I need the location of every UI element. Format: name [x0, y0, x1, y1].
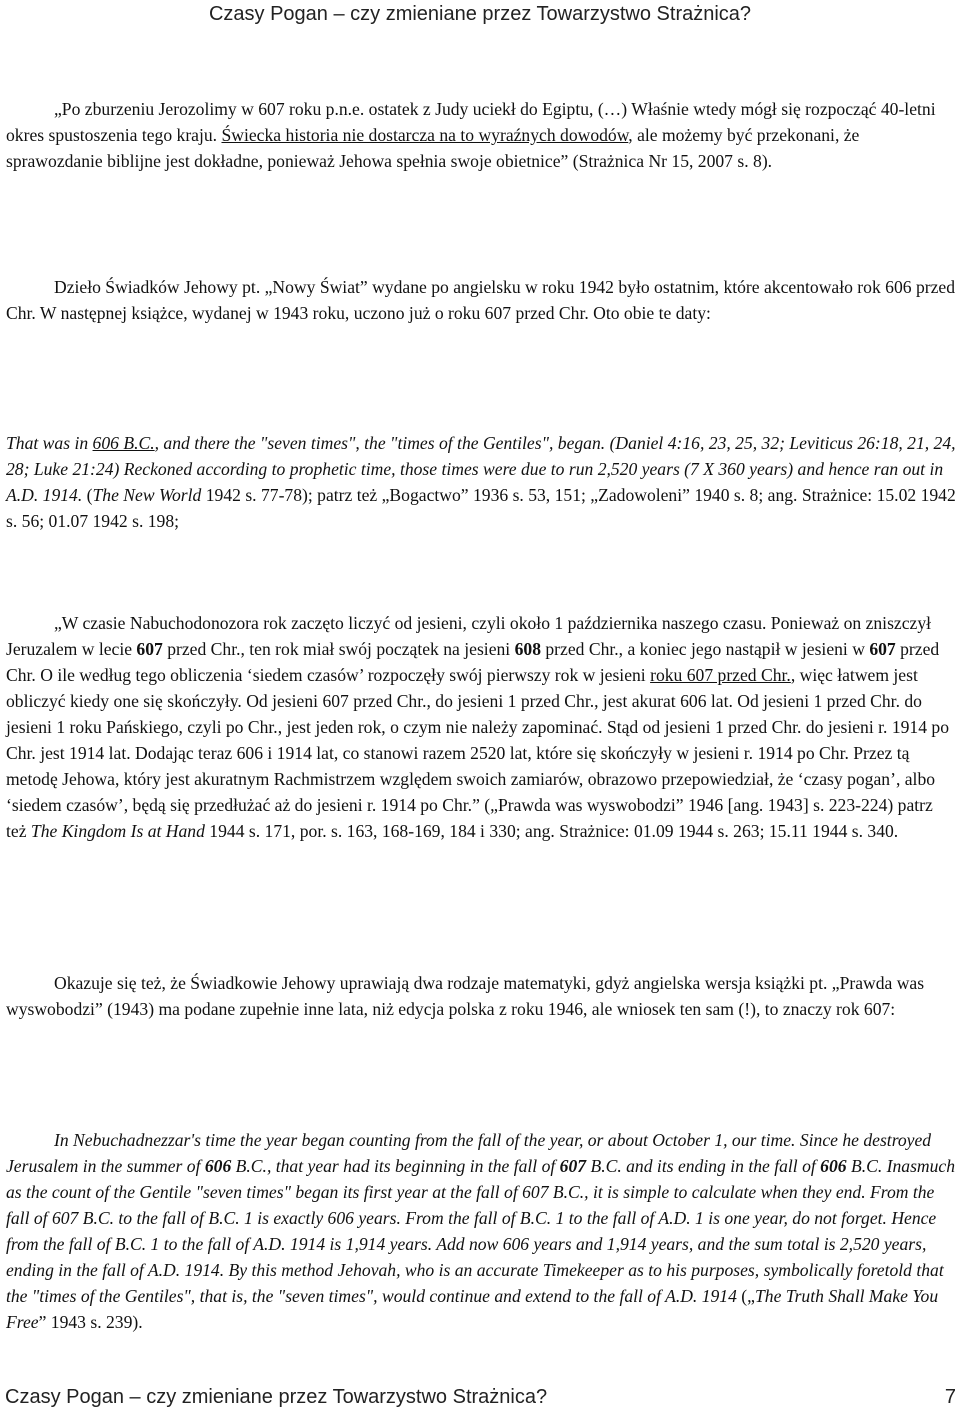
paragraph-new-world-1942 [6, 274, 956, 326]
paragraph-text: Okazuje się też, że Świadkowie Jehowy uprawiają dwa rodzaje matematyki, gdyż angielska wersja książki pt. „Prawda was wyswobodzi” (1943) ma podane zupełnie inne lata, niż edycja polska z roku 1946, ale wniosek ten sam (!), to znaczy rok 607: [6, 973, 925, 1019]
book-title: The Truth Shall Make You Free [6, 1286, 939, 1332]
quote-paragraph-polish-truth-1946 [6, 610, 956, 844]
quote-paragraph-new-world [6, 430, 956, 534]
quote-text-c: (Daniel 4:16, 23, 25, 32; Leviticus 26:18, 21, 24, 28; Luke 21:24) Reckoned according to prophetic time, those times were due to run 2,520 years (7 X 360 years) and hence ran out in A.D. 1914. [6, 433, 956, 505]
paragraph-text: Dzieło Świadków Jehowy pt. „Nowy Świat” wydane po angielsku w roku 1942 było ostatnim, które akcentowało rok 606 przed Chr. W następnej książce, wydanej w 1943 roku, uczono już o roku 607 przed Chr. Oto obie te daty: [6, 277, 956, 323]
quote-text-e: przed Chr. O ile według tego obliczenia ‘siedem czasów’ rozpoczęły swój pierwszy rok w jesieni [6, 639, 940, 685]
quote-paragraph-watchtower-2007 [6, 96, 956, 174]
quote-text-b: , and there the "seven times", the "times of the Gentiles", began. [154, 433, 610, 453]
page-number: 7 [944, 1386, 956, 1408]
bold-year: 607 [136, 639, 163, 659]
quote-text-f: , więc łatwem jest obliczyć kiedy one się skończyły. Od jesieni 607 przed Chr., do jesieni 1 przed Chr., jest akurat 606 lat. Od jesieni 1 przed Chr. do jesieni 1 roku Pańskiego, czyli po Chr., jest jeden rok, o czym nie należy zapominać. Stąd od jesieni 1 przed Chr. do jesieni r. 1914 po Chr. jest 1914 lat. Dodając teraz 606 i 1914 lat, co stanowi razem 2520 lat, które się skończyły w jesieni r. 1914 po Chr. Przez tą metodę Jehowa, który jest akuratnym Rachmistrzem względem swoich zamiarów, obrazowo przepowiedział, że ‘czasy pogan’, albo ‘siedem czasów’, będą się przedłużać aż do jesieni r. 1914 po Chr.” („Prawda was wyswobodzi” 1946 [ang. 1943] s. 223-224) patrz też [6, 665, 950, 841]
bold-year: 606 [204, 1156, 232, 1176]
bold-year: 606 [820, 1156, 847, 1176]
citation-references: 1944 s. 171, por. s. 163, 168-169, 184 i 330; ang. Strażnice: 01.09 1944 s. 263; 15.11 1944 s. 340. [204, 821, 899, 841]
page-header: Czasy Pogan – czy zmieniane przez Towarzystwo Strażnica? [208, 3, 752, 25]
paragraph-two-mathematics [6, 970, 956, 1022]
book-title: The Kingdom Is at Hand [30, 821, 205, 841]
book-title: The New World [92, 485, 202, 505]
quote-text-a: In Nebuchadnezzar's time the year began counting from the fall of the year, or about October 1, our time. Since he destroyed Jerusalem in the summer of [6, 1130, 932, 1176]
quote-text-d: B.C. and its ending in the fall of [586, 1156, 821, 1176]
citation-open: ( [82, 485, 93, 505]
citation-references: 1942 s. 77-78); patrz też „Bogactwo” 1936 s. 53, 151; „Zadowoleni” 1940 s. 8; ang. Strażnice: 15.02 1942 s. 56; 01.07 1942 s. 198; [6, 485, 956, 531]
footer-title: Czasy Pogan – czy zmieniane przez Towarzystwo Strażnica? [5, 1386, 548, 1408]
quote-text-d: przed Chr., a koniec jego nastąpił w jesieni w [540, 639, 870, 659]
bold-year: 607 [869, 639, 896, 659]
citation-open: („ [736, 1286, 755, 1306]
quote-text-a: That was in [6, 433, 93, 453]
page-footer [5, 1383, 960, 1411]
quote-text-a: „W czasie Nabuchodonozora rok zaczęto liczyć od jesieni, czyli około 1 października naszego czasu. Ponieważ on zniszczył Jeruzalem w lecie [6, 613, 932, 659]
underlined-date: 606 B.C. [92, 433, 155, 453]
underlined-phrase: roku 607 przed Chr. [650, 665, 791, 685]
citation-close: ” 1943 s. 239). [38, 1312, 143, 1332]
quote-text-c: B.C., that year had its beginning in the fall of [231, 1156, 560, 1176]
bold-year: 607 [559, 1156, 587, 1176]
bold-year: 608 [514, 639, 541, 659]
quote-text-start: „Po zburzeniu Jerozolimy w 607 roku p.n.e. ostatek z Judy uciekł do Egiptu, (…) Właśnie wtedy mógł się rozpocząć 40-letni okres spustoszenia tego kraju. [6, 99, 936, 145]
quote-text-c: przed Chr., ten rok miał swój początek na jesieni [162, 639, 515, 659]
quote-text-e: B.C. Inasmuch as the count of the Gentile "seven times" began its first year at the fall of 607 B.C., it is simple to calculate when they end. From the fall of 607 B.C. to the fall of B.C. 1 is exactly 606 years. From the fall of B.C. 1 to the fall of A.D. 1 is one year, do not forget. Hence from the fall of B.C. 1 to the fall of A.D. 1914 is 1,914 years. Add now 606 years and 1,914 years, and the sum total is 2,520 years, ending in the fall of A.D. 1914. By this method Jehovah, who is an accurate Timekeeper as to his purposes, symbolically foretold that the "times of the Gentiles", that is, the "seven times", would continue and extend to the fall of A.D. 1914 [6, 1156, 956, 1306]
quote-paragraph-truth-1943 [6, 1127, 956, 1335]
quote-text-end: , ale możemy być przekonani, że sprawozdanie biblijne jest dokładne, ponieważ Jehowa spełnia swoje obietnice” (Strażnica Nr 15, 2007 s. 8). [6, 125, 860, 171]
underlined-phrase: Świecka historia nie dostarcza na to wyraźnych dowodów [221, 125, 629, 145]
